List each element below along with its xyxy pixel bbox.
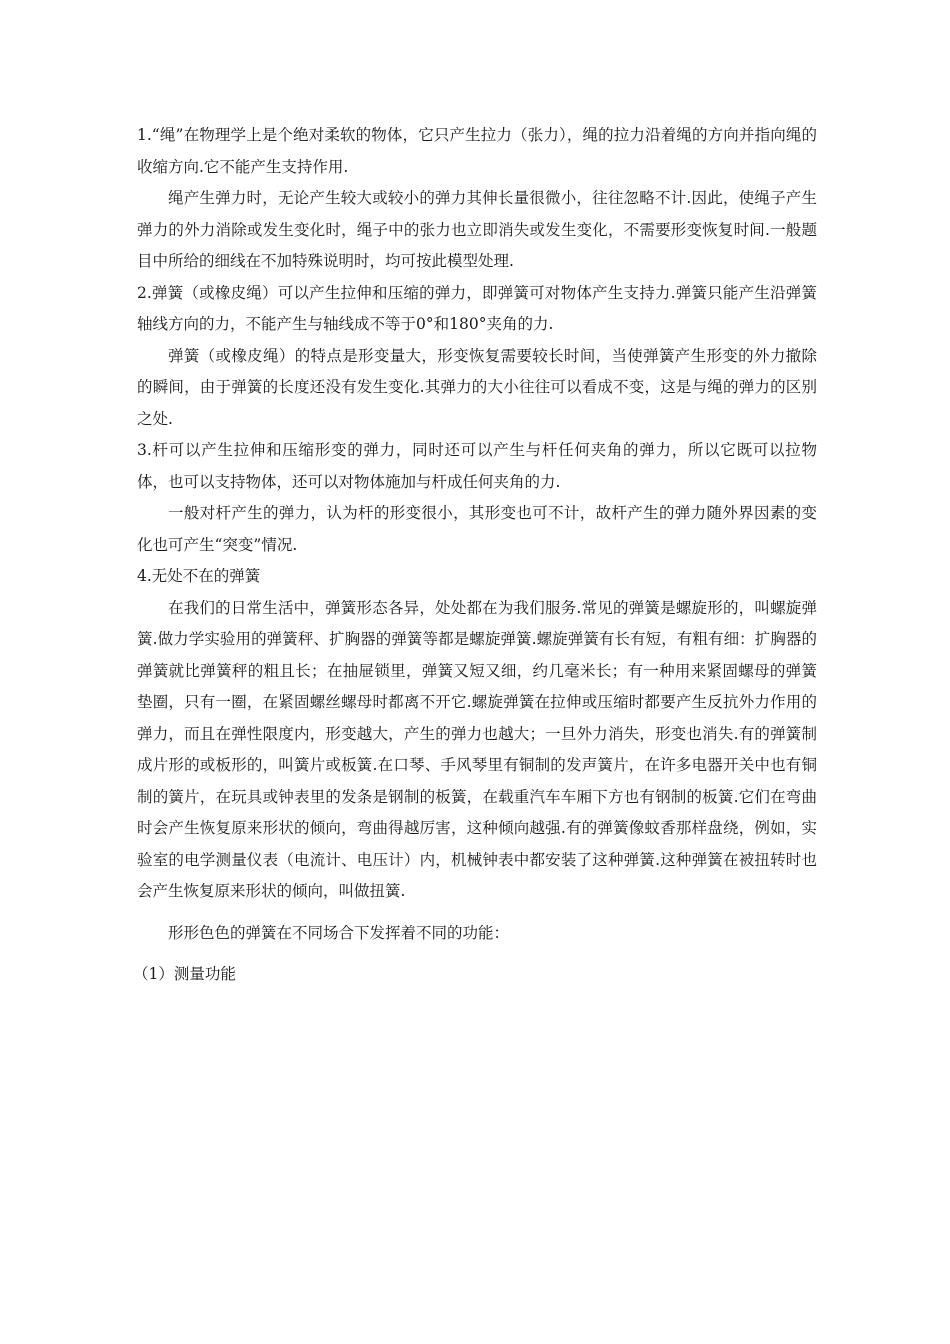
subheading-measurement-function: （1）测量功能	[133, 965, 236, 983]
paragraph-rod-elastic-force: 一般对杆产生的弹力，认为杆的形变很小，其形变也可不计，故杆产生的弹力随外界因素的变化也可产生“突变”情况.	[137, 504, 817, 554]
paragraph-gap	[137, 949, 817, 959]
paragraph-spring-functions-intro: 形形色色的弹簧在不同场合下发挥着不同的功能：	[168, 923, 510, 942]
paragraph-springs-in-daily-life: 在我们的日常生活中，弹簧形态各异，处处都在为我们服务.常见的弹簧是螺旋形的，叫螺旋弹簧.做力学实验用的弹簧秤、扩胸器的弹簧等都是螺旋弹簧.螺旋弹簧有长有短，有粗有细：扩胸器的弹簧就比弹簧秤的粗且长；在抽屉锁里，弹簧又短又细，约几毫米长；有一种用来紧固螺母的弹簧垫圈，只有一圈，在紧固螺丝螺母时都离不开它.螺旋弹簧在拉伸或压缩时都要产生反抗外力作用的弹力，而且在弹性限度内，形变越大，产生的弹力也越大；一旦外力消失，形变也消失.有的弹簧制成片形的或板形的，叫簧片或板簧.在口琴、手风琴里有铜制的发声簧片，在许多电器开关中也有铜制的簧片，在玩具或钟表里的发条是钢制的板簧，在载重汽车车厢下方也有钢制的板簧.它们在弯曲时会产生恢复原来形状的倾向，弯曲得越厉害，这种倾向越强.有的弹簧像蚊香那样盘绕，例如，实验室的电学测量仪表（电流计、电压计）内，机械钟表中都安装了这种弹簧.这种弹簧在被扭转时也会产生恢复原来形状的倾向，叫做扭簧.	[137, 598, 817, 900]
paragraph-spring-characteristics: 弹簧（或橡皮绳）的特点是形变量大，形变恢复需要较长时间，当使弹簧产生形变的外力撤除的瞬间，由于弹簧的长度还没有发生变化.其弹力的大小往往可以看成不变，这是与绳的弹力的区别之处.	[137, 346, 817, 428]
section-heading-springs-everywhere: 4.无处不在的弹簧	[137, 567, 261, 585]
paragraph-rope-elastic-force: 绳产生弹力时，无论产生较大或较小的弹力其伸长量很微小，往往忽略不计.因此，使绳子产生弹力的外力消除或发生变化时，绳子中的张力也立即消失或发生变化，不需要形变恢复时间.一般题目中所给的细线在不加特殊说明时，均可按此模型处理.	[137, 189, 817, 270]
paragraph-rope-definition: 1.“绳”在物理学上是个绝对柔软的物体，它只产生拉力（张力），绳的拉力沿着绳的方向并指向绳的收缩方向.它不能产生支持作用.	[137, 126, 817, 176]
paragraph-spring-definition: 2.弹簧（或橡皮绳）可以产生拉伸和压缩的弹力，即弹簧可对物体产生支持力.弹簧只能产生沿弹簧轴线方向的力，不能产生与轴线成不等于0°和180°夹角的力.	[137, 283, 818, 333]
document-body	[133, 120, 818, 991]
paragraph-gap	[137, 908, 817, 918]
paragraph-rod-definition: 3.杆可以产生拉伸和压缩形变的弹力，同时还可以产生与杆任何夹角的弹力，所以它既可以拉物体，也可以支持物体，还可以对物体施加与杆成任何夹角的力.	[137, 441, 817, 491]
